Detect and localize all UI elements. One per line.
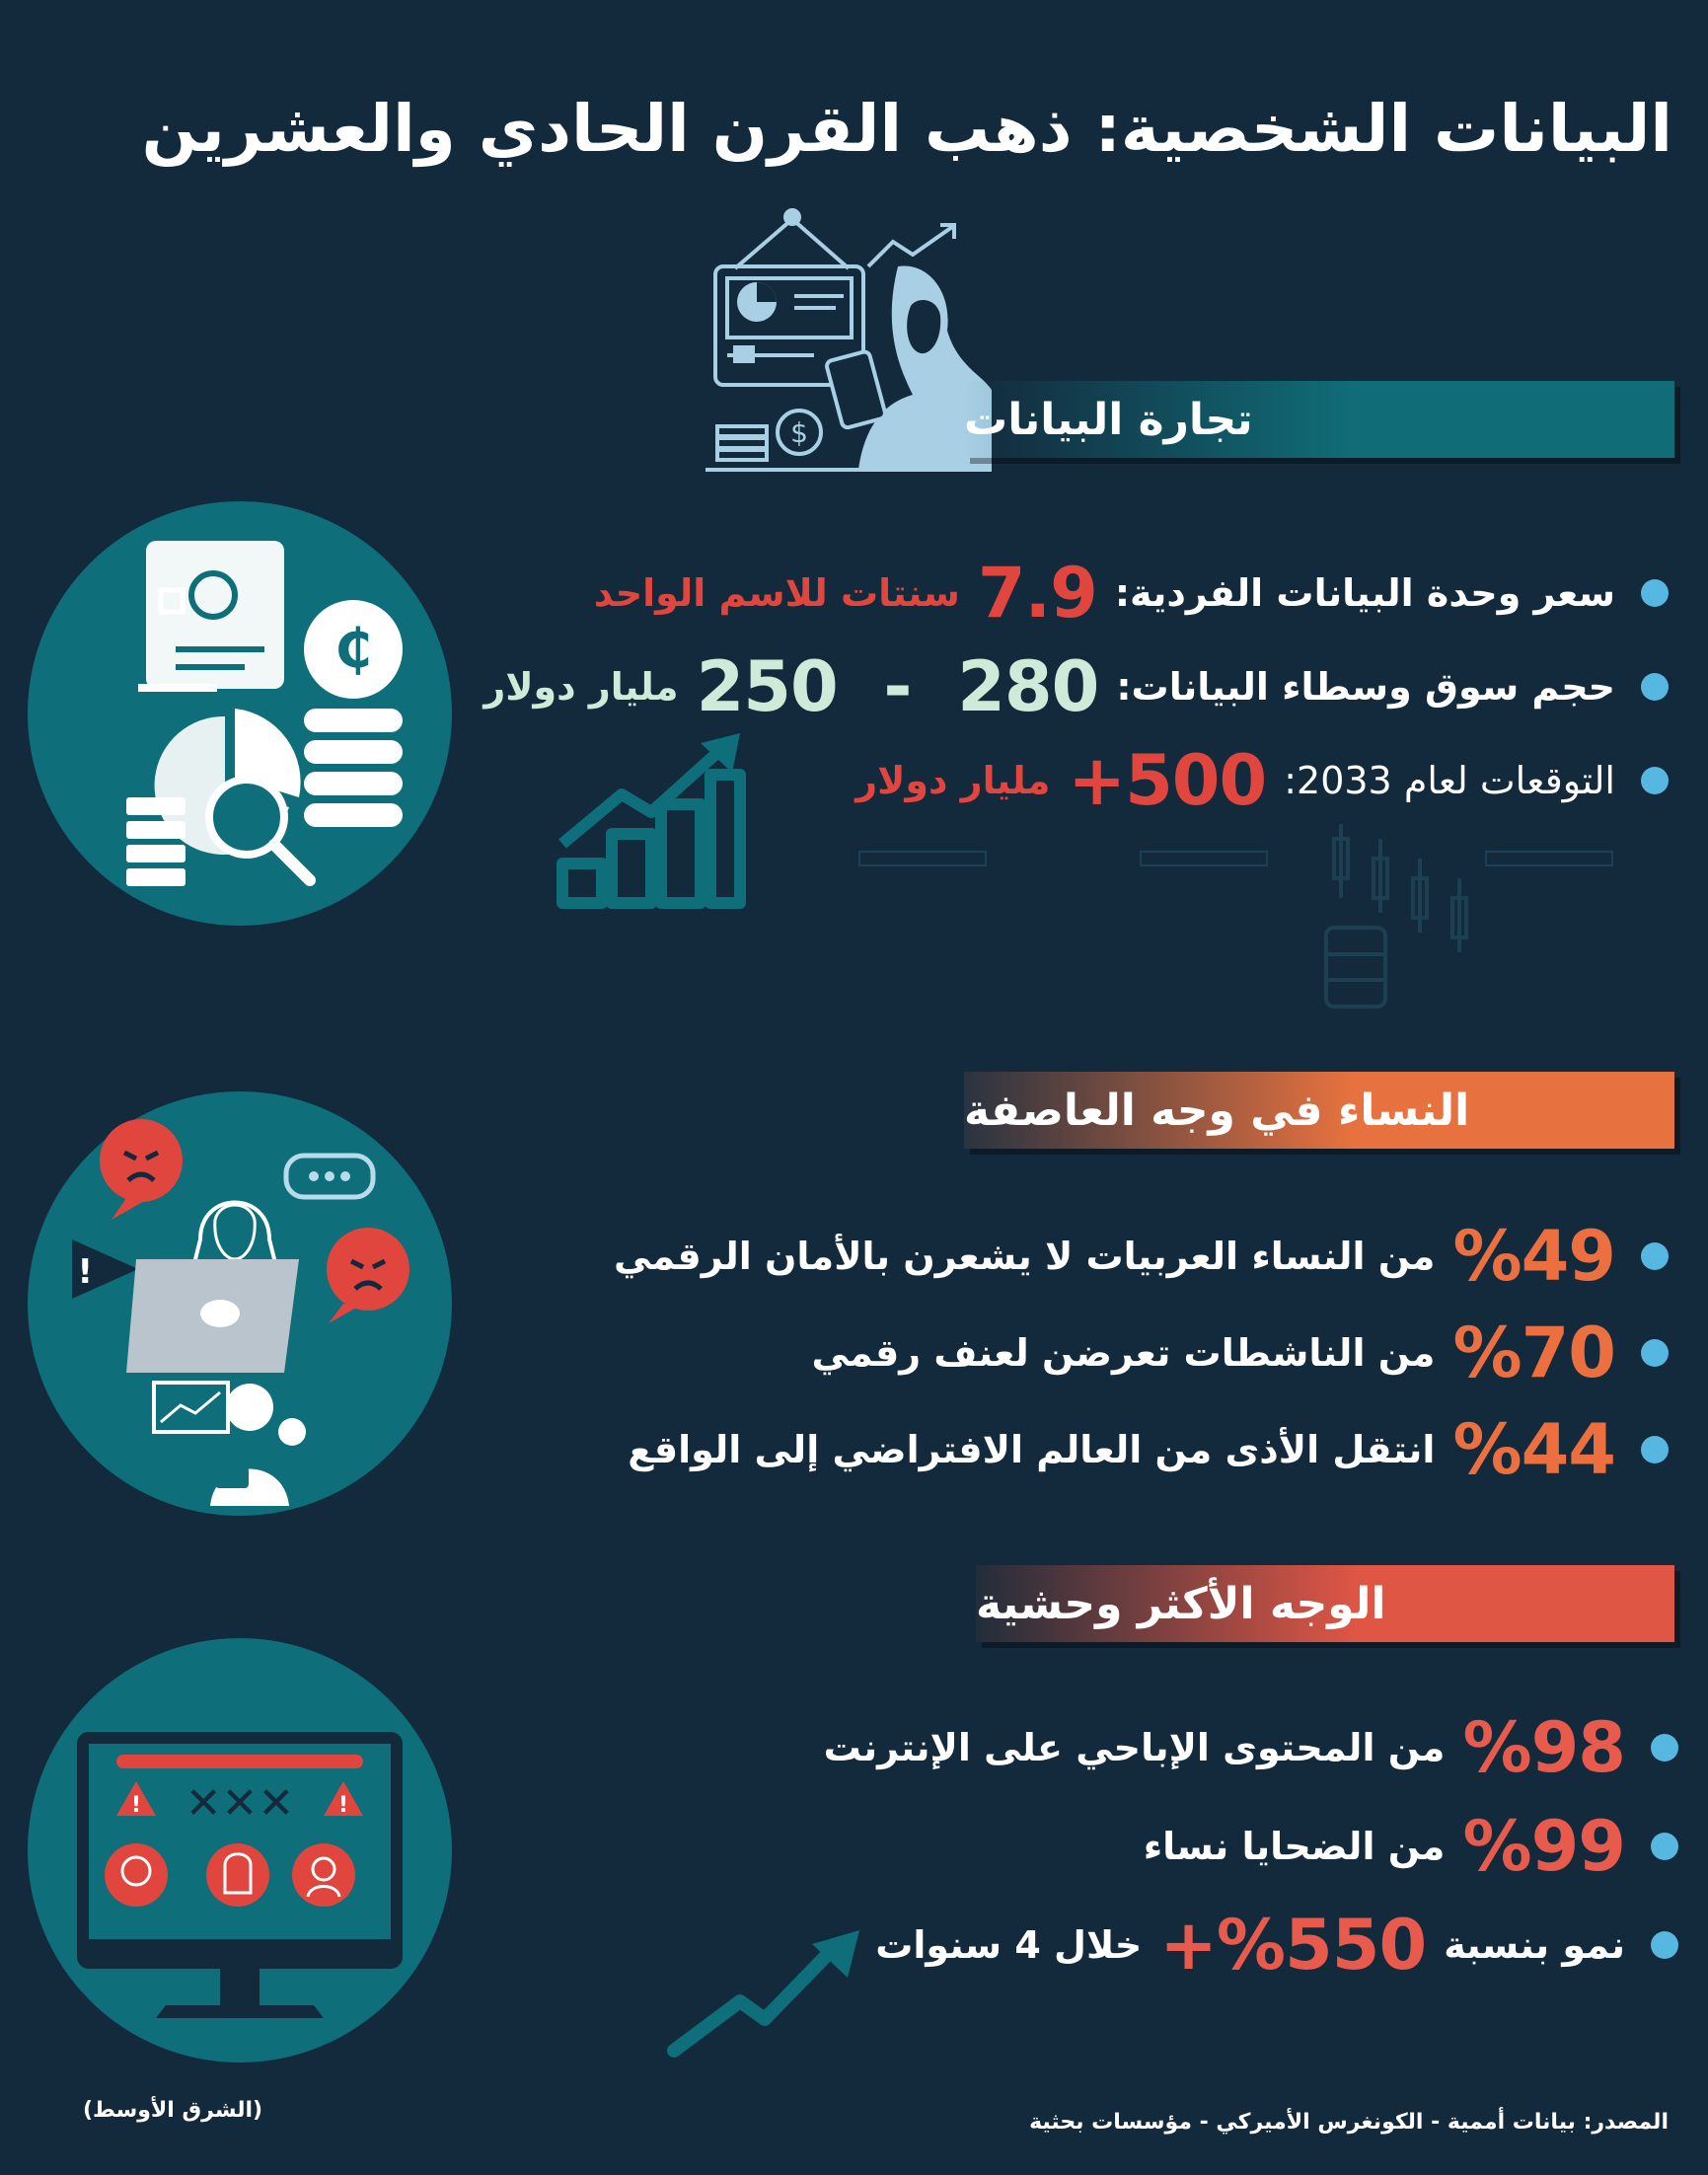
bullet-icon <box>1651 1931 1678 1959</box>
item-value: +%550 <box>1159 1905 1427 1986</box>
item-label: من المحتوى الإباحي على الإنترنت <box>823 1726 1446 1769</box>
item-value: 250 - 280 <box>696 646 1099 727</box>
data-trade-circle <box>28 501 452 926</box>
item-label: سعر وحدة البيانات الفردية: <box>1114 571 1615 615</box>
list-item <box>1144 1806 1678 1887</box>
list-item <box>483 646 1669 727</box>
list-item <box>628 1409 1669 1490</box>
item-suffix: خلال 4 سنوات <box>875 1923 1143 1967</box>
list-item <box>614 1216 1669 1297</box>
section-heading-data-trade <box>964 381 1674 458</box>
section-heading-text: النساء في وجه العاصفة <box>964 1085 1470 1136</box>
item-value: %44 <box>1452 1409 1615 1490</box>
svg-text:!: ! <box>130 1793 142 1818</box>
bullet-icon <box>1641 1242 1669 1270</box>
svg-text:✕✕✕: ✕✕✕ <box>185 1778 295 1829</box>
list-item <box>811 1312 1669 1393</box>
bullet-icon <box>1651 1833 1678 1860</box>
item-label: من الناشطات تعرضن لعنف رقمي <box>811 1331 1436 1375</box>
online-harassment-illustration <box>28 1091 452 1516</box>
item-label: من الضحايا نساء <box>1143 1825 1446 1868</box>
data-icons-illustration <box>28 501 452 926</box>
svg-text:₵: ₵ <box>334 618 372 680</box>
item-value: 7.9 <box>977 553 1097 634</box>
women-circle <box>28 1091 452 1516</box>
publisher-credit: (الشرق الأوسط) <box>83 2098 263 2123</box>
item-label: نمو بنسبة <box>1444 1923 1625 1967</box>
list-item <box>594 553 1669 634</box>
svg-text:!: ! <box>337 1793 349 1818</box>
svg-text:!: ! <box>77 1252 93 1292</box>
bullet-icon <box>1641 1339 1669 1367</box>
section-heading-text: تجارة البيانات <box>964 394 1253 445</box>
item-suffix: مليار دولار <box>855 759 1051 802</box>
item-suffix: سنتات للاسم الواحد <box>593 571 960 615</box>
item-label: من النساء العربيات لا يشعرن بالأمان الرقمي <box>614 1235 1436 1278</box>
decorative-bar <box>1485 851 1613 866</box>
item-label: حجم سوق وسطاء البيانات: <box>1116 665 1615 709</box>
monitor-warning-illustration <box>28 1638 452 2062</box>
section-heading-women <box>964 1072 1674 1149</box>
item-value: %49 <box>1452 1216 1615 1297</box>
item-label: التوقعات لعام 2033: <box>1284 759 1615 802</box>
item-value: %99 <box>1462 1806 1625 1887</box>
decorative-bar <box>858 851 987 866</box>
growth-chart-icon <box>553 725 750 913</box>
item-value: %98 <box>1462 1707 1625 1788</box>
bullet-icon <box>1641 767 1669 794</box>
bullet-icon <box>1651 1734 1678 1762</box>
data-trade-illustration <box>705 207 992 474</box>
list-item <box>875 1905 1678 1986</box>
section-heading-brutal <box>976 1565 1674 1642</box>
item-value: +500 <box>1068 740 1267 821</box>
rising-arrow-icon <box>666 1922 863 2061</box>
brutal-face-circle <box>28 1638 452 2062</box>
section-heading-text: الوجه الأكثر وحشية <box>976 1578 1386 1629</box>
svg-text:$: $ <box>790 416 808 449</box>
list-item <box>824 1707 1678 1788</box>
decorative-bar <box>1140 851 1268 866</box>
candlestick-decoration <box>1312 819 1490 1016</box>
item-label: انتقل الأذى من العالم الافتراضي إلى الواقع <box>628 1428 1436 1471</box>
item-suffix: مليار دولار <box>483 665 679 709</box>
source-note: المصدر: بيانات أممية - الكونغرس الأميركي - مؤسسات بحثية <box>1029 2110 1669 2135</box>
bullet-icon <box>1641 673 1669 701</box>
list-item <box>855 740 1669 821</box>
item-value: %70 <box>1452 1312 1615 1393</box>
bullet-icon <box>1641 579 1669 607</box>
bullet-icon <box>1641 1436 1669 1463</box>
page-title: البيانات الشخصية: ذهب القرن الحادي والعشرين <box>141 91 1672 167</box>
